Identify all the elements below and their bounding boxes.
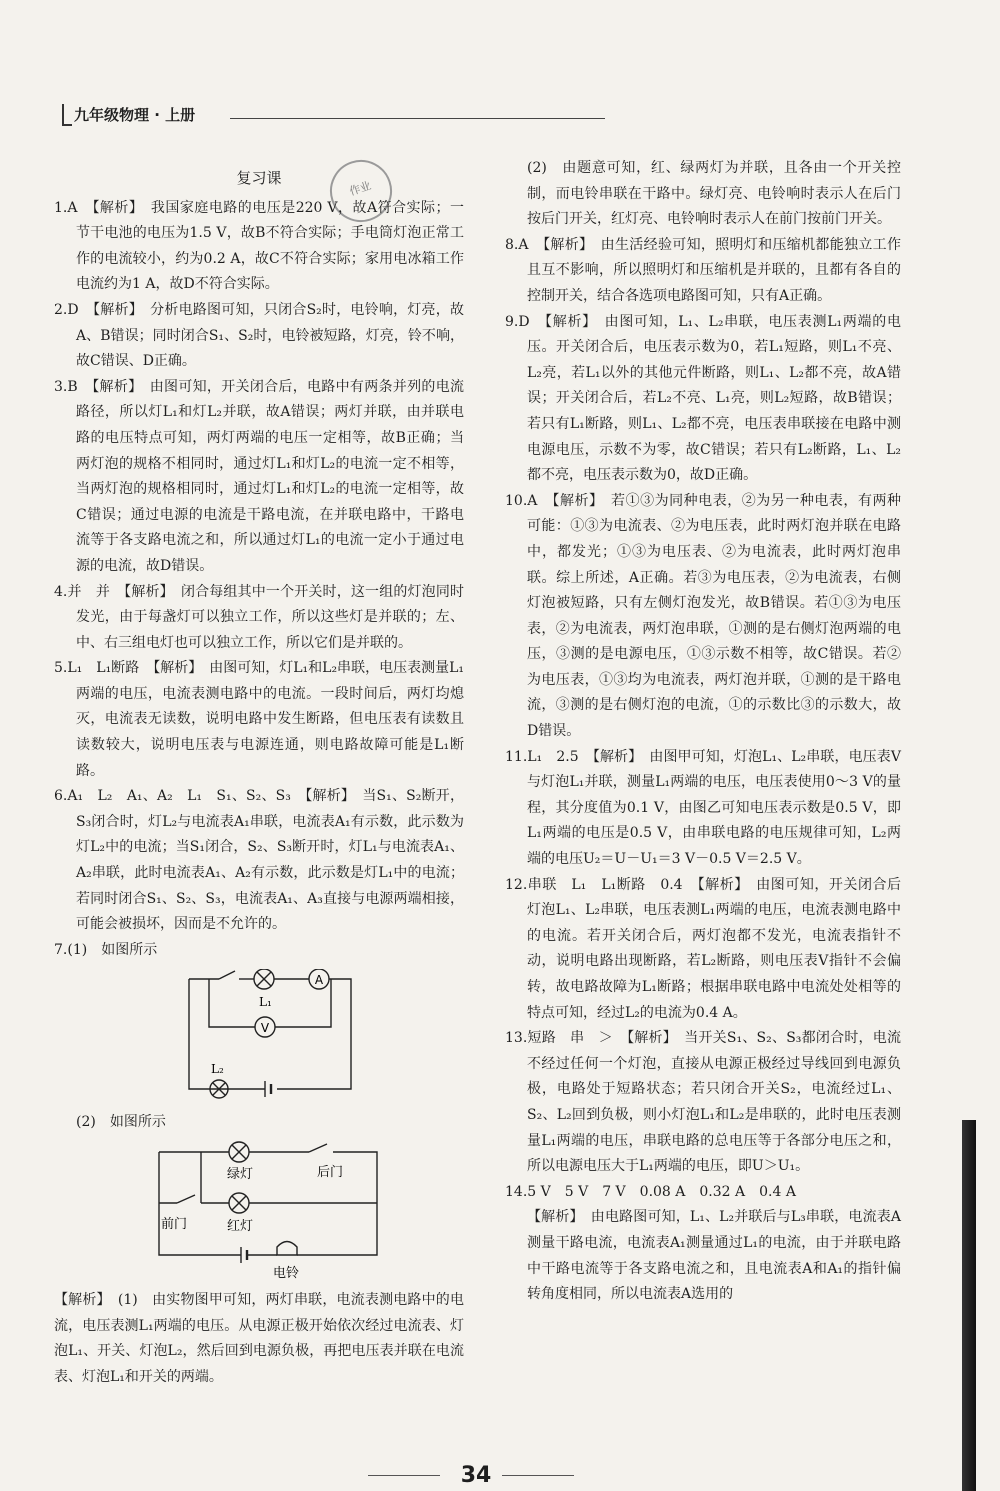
answer-item: 【解析】 由电路图可知，L₁、L₂并联后与L₃串联，电流表A测量干路电流，电流表A₁测量通过L₁的电流，由于并联电路中干路电流等于各支路电流之和，且电流表A和A₁的指针偏转角度相同，所以电流表A选用的: [527, 1209, 901, 1303]
page-header: [62, 100, 610, 130]
answer-item: 3.B 【解析】 由图可知，开关闭合后，电路中有两条并列的电流路径，所以灯L₁和灯L₂并联，故A错误；两灯并联，由并联电路的电压特点可知，两灯两端的电压一定相等，故B正确；当两灯泡的规格不相同时，通过灯L₁和灯L₂的电流一定不相等，当两灯泡的规格相同时，通过灯L₁和灯L₂的电流一定相等，故C错误；通过电源的电流是干路电流，在并联电路中，干路电流等于各支路电流之和，所以通过灯L₁的电流一定小于通过电源的电流，故D错误。: [54, 378, 464, 574]
left-tail-paragraph: 【解析】 (1) 由实物图甲可知，两灯串联，电流表测电路中的电流，电压表测L₁两端的电压。从电源正极开始依次经过电流表、灯泡L₁、开关、灯泡L₂，然后回到电源负极，再把电压表并联在电流表、灯泡L₁和开关的两端。: [54, 1292, 464, 1385]
page-edge-bar: [962, 1120, 976, 1491]
answer-item: 4.并 并 【解析】 闭合每组其中一个开关时，这一组的灯泡同时发光，由于每盏灯可以独立工作，所以这些灯是并联的；左、中、右三组电灯也可以独立工作，所以它们是并联的。: [54, 583, 464, 651]
lamp-l2-label: L₂: [211, 1062, 224, 1077]
answer-item: 1.A 【解析】 我国家庭电路的电压是220 V，故A符合实际；一节干电池的电压为1.5 V，故B不符合实际；手电筒灯泡正常工作的电流较小，约为0.2 A，故C不符合实际；家用电冰箱工作电流约为1 A，故D不符合实际。: [54, 199, 464, 293]
left-items: [54, 196, 464, 964]
fig2-label: (2) 如图所示: [76, 1114, 166, 1131]
footer-rule-left: [368, 1475, 440, 1476]
left-column: [54, 160, 464, 1390]
answer-item: 6.A₁ L₂ A₁、A₂ L₁ S₁、S₂、S₃ 【解析】 当S₁、S₂断开，S₃闭合时，灯L₂与电流表A₁串联，电流表A₁有示数，此示数为灯L₂中的电流；当S₁闭合，S₂、S₃断开时，灯L₁与电流表A₁、A₂串联，此时电流表A₁、A₂有示数，此示数是灯L₁中的电流；若同时闭合S₁、S₂、S₃，电流表A₁、A₃直接与电源两端相接，可能会被损坏，因而是不允许的。: [54, 788, 464, 933]
answer-item: 13.短路 串 ＞ 【解析】 当开关S₁、S₂、S₃都闭合时，电流不经过任何一个灯泡，直接从电源正极经过导线回到电源负极，电路处于短路状态；若只闭合开关S₂，电流经过L₁、S₂、L₂回到负极，则小灯泡L₁和L₂是串联的，此时电压表测量L₁两端的电压，串联电路的总电压等于各部分电压之和，所以电源电压大于L₁两端的电压，即U＞U₁。: [505, 1030, 901, 1175]
answer-item: 7.(1) 如图所示: [54, 941, 158, 958]
answer-item: 5.L₁ L₁断路 【解析】 由图可知，灯L₁和L₂串联，电压表测量L₁两端的电压，电流表测电路中的电流。一段时间后，两灯均熄灭，电流表无读数，说明电路中发生断路，但电压表有读数且读数较大，说明电压表与电源连通，则电路故障可能是L₁断路。: [54, 660, 464, 779]
section-title: 复习课: [236, 169, 282, 187]
header-bracket: [62, 104, 72, 126]
back-door-label: 后门: [317, 1165, 344, 1180]
circuit-figure-1: [179, 969, 369, 1104]
right-items: [505, 156, 901, 1308]
green-lamp-label: 绿灯: [227, 1167, 254, 1182]
front-door-label: 前门: [161, 1217, 188, 1232]
red-lamp-label: 红灯: [227, 1219, 254, 1234]
answer-item: 12.串联 L₁ L₁断路 0.4 【解析】 由图可知，开关闭合后灯泡L₁、L₂串联，电压表测L₁两端的电压，电流表测电路中的电流。若开关闭合后，两灯泡都不发光，电流表指针不动，说明电路出现断路，若L₂断路，则电压表V指针不会偏转，故电路故障为L₁断路；根据串联电路中电流处处相等的特点可知，经过L₂的电流为0.4 A。: [505, 876, 901, 1021]
header-title: 九年级物理 · 上册: [74, 106, 196, 124]
answer-item: 10.A 【解析】 若①③为同种电表，②为另一种电表，有两种可能：①③为电流表、②为电压表，此时两灯泡并联在电路中，都发光；①③为电压表、②为电流表，此时两灯泡串联。综上所述，A正确。若③为电压表，②为电流表，右侧灯泡被短路，只有左侧灯泡发光，故B错误。若①③为电压表，②为电流表，两灯泡串联，①测的是右侧灯泡两端的电压，③测的是电源电压，①③示数不相等，故C错误。若②为电压表，①③均为电流表，两灯泡并联，①测的是干路电流，③测的是右侧灯泡的电流，①的示数比③的示数大，故D错误。: [505, 492, 901, 740]
page-number: 34: [460, 1463, 492, 1488]
answer-item: 9.D 【解析】 由图可知，L₁、L₂串联，电压表测L₁两端的电压。开关闭合后，电压表示数为0，若L₁短路，则L₁不亮、L₂亮，若L₁以外的其他元件断路，则L₁、L₂都不亮，故A错误；开关闭合后，若L₂不亮、L₁亮，则L₂短路，故B错误；若只有L₁断路，则L₁、L₂都不亮，电压表串联接在电路中测电源电压，示数不为零，故C错误；若只有L₂断路，L₁、L₂都不亮，电压表示数为0，故D正确。: [505, 313, 901, 484]
answer-item: 2.D 【解析】 分析电路图可知，只闭合S₂时，电铃响，灯亮，故A、B错误；同时闭合S₁、S₂时，电铃被短路，灯亮，铃不响，故C错误、D正确。: [54, 301, 464, 370]
voltmeter-label: V: [260, 1021, 270, 1036]
answer-item: 11.L₁ 2.5 【解析】 由图甲可知，灯泡L₁、L₂串联，电压表V与灯泡L₁并联，测量L₁两端的电压，电压表使用0～3 V的量程，其分度值为0.1 V，由图乙可知电压表示数是0.5 V，即L₁两端的电压是0.5 V，由串联电路的电压规律可知，L₂两端的电压U₂＝U－U₁＝3 V－0.5 V＝2.5 V。: [505, 748, 901, 868]
answer-item: 8.A 【解析】 由生活经验可知，照明灯和压缩机都能独立工作且互不影响，所以照明灯和压缩机是并联的，且都有各自的控制开关，结合各选项电路图可知，只有A正确。: [505, 236, 901, 304]
right-column: [505, 156, 901, 1308]
page-footer: [368, 1465, 578, 1491]
header-rule: [230, 118, 605, 119]
bell-label: 电铃: [273, 1266, 300, 1280]
circuit-figure-2: [149, 1140, 389, 1280]
answer-item: (2) 由题意可知，红、绿两灯为并联，且各由一个开关控制，而电铃串联在干路中。绿灯亮、电铃响时表示人在后门按后门开关，红灯亮、电铃响时表示人在前门按前门开关。: [527, 160, 901, 228]
ammeter-label: A: [314, 973, 324, 988]
lamp-l1-label: L₁: [259, 995, 272, 1010]
stamp-text: 作业: [347, 179, 373, 199]
footer-rule-right: [502, 1475, 574, 1476]
answer-item: 14.5 V 5 V 7 V 0.08 A 0.32 A 0.4 A: [505, 1183, 796, 1200]
